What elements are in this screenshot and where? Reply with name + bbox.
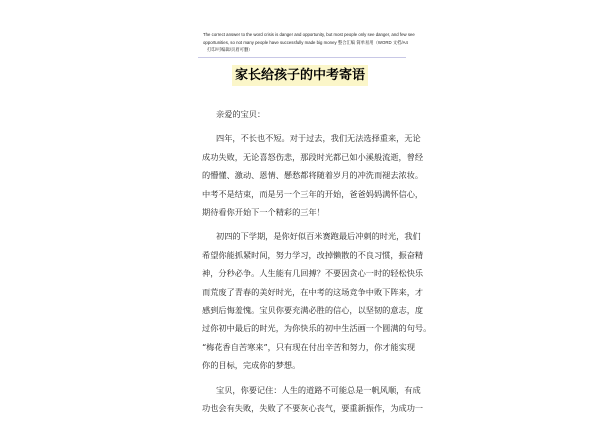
paragraph-line: 四年，不长也不短。对于过去，我们无法选择重来，无论 (216, 133, 421, 144)
paragraph-line: 期待看你开始下一个精彩的三年！ (202, 207, 325, 218)
header-line: opportunities, so not many people have successfully made big money 整合汇编 简单易用（WORD 文档/A4 (203, 39, 408, 45)
paragraph-line: 你的目标，完成你的梦想。 (202, 360, 301, 371)
paragraph-line: 初四的下学期，是你好似百米赛跑最后冲刺的时光，我们 (216, 231, 421, 242)
paragraph (202, 129, 424, 221)
paragraph-line: 的懵懂、激动、恩情、懸愁都将随着岁月的冲洗而褪去浓妆。 (202, 170, 424, 181)
paragraph-line: 希望你能抓紧时间，努力学习，改掉懒散的不良习惯，振奋精 (202, 249, 424, 260)
document-title: 家长给孩子的中考寄语 (232, 65, 368, 86)
title-container (0, 64, 600, 86)
paragraph-line: 成功失败，无论喜怒伤悲，那段时光都已如小溪般流逝，曾经 (202, 151, 424, 162)
document-body (202, 105, 432, 424)
paragraph-line: 而荒废了青春的美好时光，在中考的这场竞争中败下阵来，才 (202, 286, 424, 297)
paragraph (202, 381, 424, 418)
paragraph-line: “梅花香自苦寒来”，只有现在付出辛苦和努力，你才能实现 (202, 341, 416, 352)
header-line: The correct answer to the word crisis is danger and opportunity, but most people only see danger, and few see (203, 32, 415, 37)
document-header (203, 31, 415, 54)
paragraph-line: 过你初中最后的时光，为你快乐的初中生活画一个圆满的句号。 (202, 323, 432, 334)
header-divider (198, 57, 406, 58)
greeting: 亲爱的宝贝： (216, 109, 266, 119)
paragraph-line: 感到后悔羞愧。宝贝你要充满必胜的信心，以坚韧的意志，度 (202, 305, 424, 316)
paragraph-line: 神，分秒必争。人生能有几回搏？不要因贪心一时的轻松快乐 (202, 268, 424, 279)
paragraph (202, 227, 432, 374)
paragraph-line: 功也会有失败，失败了不要灰心丧气，要重新振作，为成功一 (202, 403, 424, 414)
paragraph-line: 宝贝，你要记住：人生的道路不可能总是一帆风顺，有成 (216, 384, 421, 395)
paragraph-line: 中考不是结束，而是另一个三年的开始，爸爸妈妈满怀信心， (202, 188, 424, 199)
header-line: 打印/可编辑/页眉可删） (207, 47, 253, 52)
